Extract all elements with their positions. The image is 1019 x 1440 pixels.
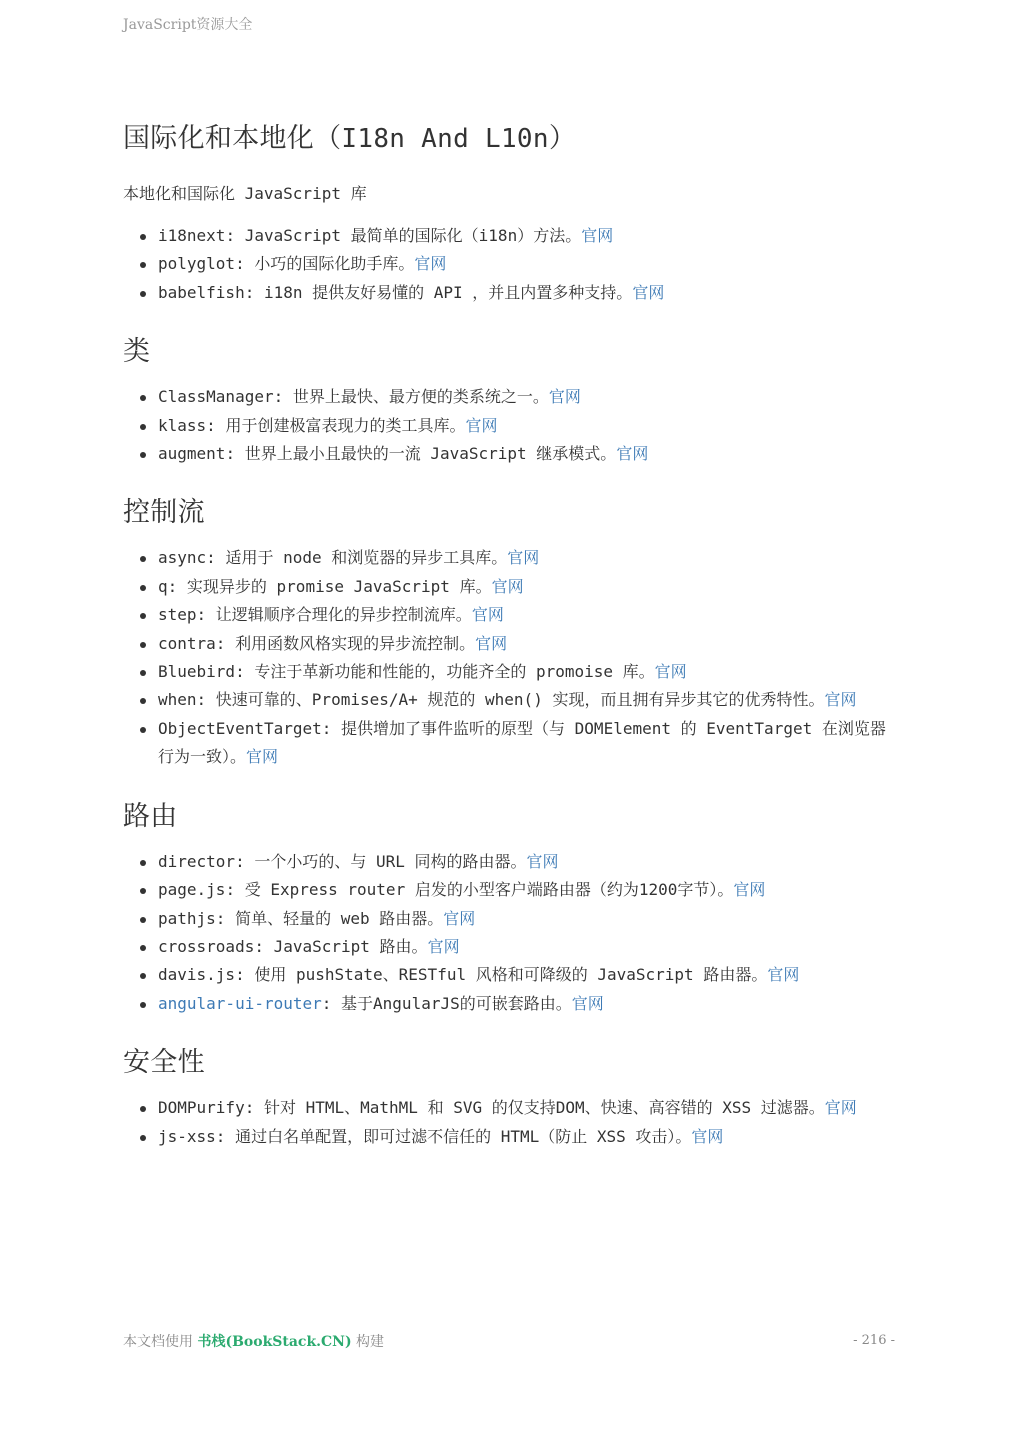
footer-brand-link[interactable]: 书栈(BookStack.CN) [197,1334,352,1350]
item-name: babelfish [158,282,245,302]
item-separator: : [244,1098,264,1118]
item-name: ClassManager [158,387,274,407]
item-separator: : [244,282,264,302]
item-description: 快速可靠的、Promises/A+ 规范的 when() 实现，而且拥有异步其它的优秀特性。 [215,690,825,710]
item-name: when [158,690,197,710]
item-description: 世界上最快、最方便的类系统之一。 [292,387,549,407]
official-site-link[interactable]: 官网 [824,1098,857,1118]
list-item [123,686,895,714]
official-site-link[interactable]: 官网 [443,908,476,928]
list-item [123,383,895,411]
item-description: 受 Express router 启发的小型客户端路由器（约为1200字节）。 [244,880,734,900]
item-separator: : [196,605,216,625]
list-item [123,905,895,933]
official-site-link[interactable]: 官网 [581,226,614,245]
item-description: 提供增加了事件监听的原型（与 DOMElement 的 EventTarget 在浏览器行为一致）。 [158,718,886,767]
official-site-link[interactable]: 官网 [471,605,504,625]
running-header: JavaScript资源大全 [123,17,253,33]
item-name: davis.js [158,965,236,985]
class-heading: 类 [123,336,151,368]
item-name: crossroads [158,936,255,956]
item-separator: : [225,444,245,464]
item-separator: : [225,880,245,900]
item-name: pathjs [158,908,216,928]
item-separator: : [235,965,255,985]
list-item [123,222,895,250]
item-description: 通过白名单配置，即可过滤不信任的 HTML（防止 XSS 攻击）。 [235,1126,692,1146]
item-description: JavaScript 路由。 [273,936,428,956]
official-site-link[interactable]: 官网 [507,548,540,568]
item-name: async [158,548,207,568]
item-description: 用于创建极富表现力的类工具库。 [225,415,466,435]
list-item [123,658,895,686]
item-name: contra [158,633,216,653]
item-description: 世界上最小且最快的一流 JavaScript 继承模式。 [244,444,617,464]
item-name: ObjectEventTarget [158,718,322,738]
title-mono: I18n And L10n [341,124,549,154]
item-name: augment [158,444,226,464]
item-name: js-xss [158,1126,216,1146]
official-site-link[interactable]: 官网 [632,282,665,302]
page-number: - 216 - [853,1333,895,1348]
list-item [123,279,895,307]
item-description: 小巧的国际化助手库。 [254,254,415,274]
list-item [123,848,895,876]
item-description: i18n 提供友好易懂的 API ，并且内置多种支持。 [263,282,633,302]
item-name: q [158,576,168,596]
item-name: polyglot [158,254,236,274]
item-separator: : [273,387,293,407]
item-separator: : [206,415,226,435]
item-description: 实现异步的 promise JavaScript 库。 [186,576,492,596]
item-separator: : [321,718,342,738]
official-site-link[interactable]: 官网 [475,633,508,653]
item-name: DOMPurify [158,1098,245,1118]
item-separator: : [254,936,274,956]
list-item [123,412,895,440]
routing-list [123,848,895,1018]
official-site-link[interactable]: 官网 [246,747,279,767]
item-separator: : [167,576,187,596]
item-separator: : [215,908,236,928]
list-item [123,961,895,989]
list-item [123,933,895,961]
list-item [123,990,895,1018]
routing-heading: 路由 [123,800,178,832]
intro-text: 本地化和国际化 JavaScript 库 [123,184,367,203]
item-separator: : [235,851,255,871]
class-list [123,383,895,468]
item-description: 针对 HTML、MathML 和 SVG 的仅支持DOM、快速、高容错的 XSS 过滤器。 [263,1098,825,1118]
i18n-list [123,222,895,307]
item-description: 专注于革新功能和性能的，功能齐全的 promoise 库。 [254,662,655,682]
item-name: page.js [158,880,226,900]
item-description: 使用 pushState、RESTful 风格和可降级的 JavaScript 路由器。 [254,965,768,985]
list-item [123,544,895,572]
official-site-link[interactable]: 官网 [616,444,649,464]
item-separator: : [215,633,236,653]
official-site-link[interactable]: 官网 [414,254,447,274]
document-content [123,118,895,1151]
list-item [123,1123,895,1151]
official-site-link[interactable]: 官网 [691,1126,724,1146]
official-site-link[interactable]: 官网 [526,851,559,871]
item-description: 利用函数风格实现的异步流控制。 [235,633,476,653]
footer-prefix: 本文档使用 [123,1334,198,1350]
list-item [123,573,895,601]
item-description: 简单、轻量的 web 路由器。 [235,908,444,928]
official-site-link[interactable]: 官网 [571,993,604,1013]
official-site-link[interactable]: 官网 [548,387,581,407]
item-separator: : [235,254,255,274]
item-name: i18next [158,226,226,245]
item-description: 基于AngularJS的可嵌套路由。 [341,993,572,1013]
list-item [123,1094,895,1122]
item-name: klass [158,415,207,435]
item-separator: : [225,226,245,245]
item-description: 适用于 node 和浏览器的异步工具库。 [225,548,508,568]
item-name: step [158,605,197,625]
page-title [123,118,895,160]
title-prefix: 国际化和本地化（ [123,123,342,154]
list-item [123,715,895,772]
item-name: Bluebird [158,662,236,682]
item-separator: : [206,548,226,568]
item-name: director [158,851,236,871]
official-site-link[interactable]: 官网 [733,880,766,900]
list-item [123,630,895,658]
list-item [123,440,895,468]
list-item [123,601,895,629]
official-site-link[interactable]: 官网 [465,415,498,435]
item-name[interactable]: angular-ui-router [158,993,322,1013]
security-list [123,1094,895,1151]
item-description: JavaScript 最简单的国际化（i18n）方法。 [244,226,582,245]
official-site-link[interactable]: 官网 [654,662,687,682]
item-separator: : [215,1126,236,1146]
list-item [123,250,895,278]
item-separator: : [235,662,255,682]
title-suffix: ） [548,123,577,154]
list-item [123,876,895,904]
item-description: 一个小巧的、与 URL 同构的路由器。 [254,851,527,871]
item-separator: : [196,690,216,710]
official-site-link[interactable]: 官网 [824,690,857,710]
official-site-link[interactable]: 官网 [767,965,800,985]
official-site-link[interactable]: 官网 [427,936,460,956]
control-flow-list [123,544,895,771]
official-site-link[interactable]: 官网 [491,576,524,596]
footer-credit [123,1331,384,1351]
item-separator: : [321,993,342,1013]
security-heading: 安全性 [123,1047,205,1079]
control-flow-heading: 控制流 [123,497,205,529]
footer-suffix: 构建 [351,1334,385,1350]
item-description: 让逻辑顺序合理化的异步控制流库。 [215,605,472,625]
